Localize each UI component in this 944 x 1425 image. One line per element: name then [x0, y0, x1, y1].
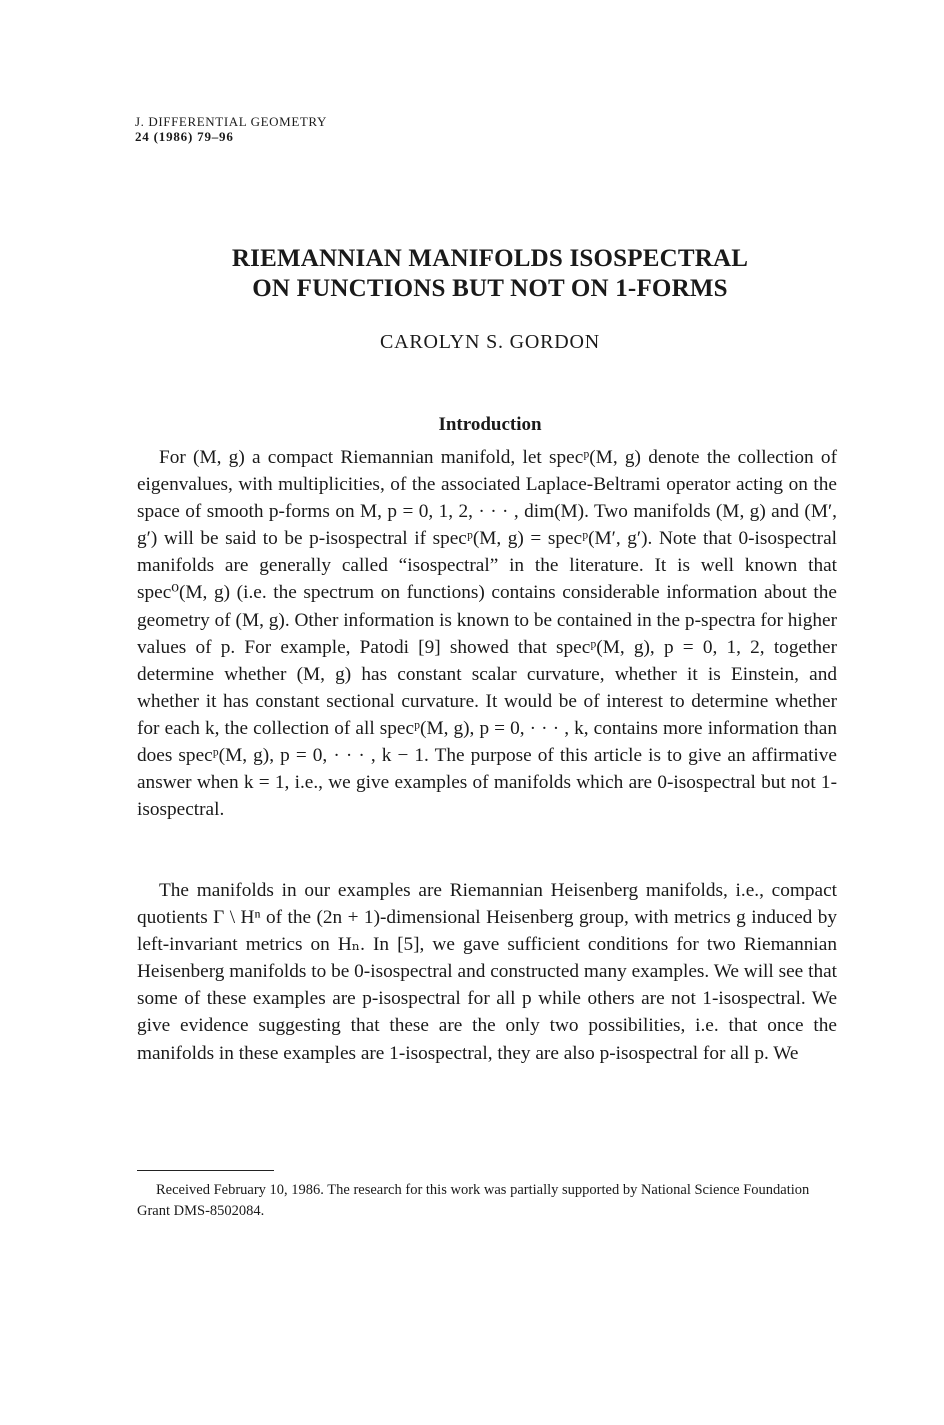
- title-line-2: ON FUNCTIONS BUT NOT ON 1-FORMS: [252, 275, 728, 302]
- intro-paragraph-1: For (M, g) a compact Riemannian manifold, let specᵖ(M, g) denote the collection of eigenvalues, with multiplicities, of the associated Laplace-Beltrami operator acting on the space of smooth p-forms on M, p = 0, 1, 2, · · · , dim(M). Two manifolds (M, g) and (M′, g′) will be said to be p-isospectral if specᵖ(M, g) = specᵖ(M′, g′). Note that 0-isospectral manifolds are generally called “isospectral” in the literature. It is well known that spec⁰(M, g) (i.e. the spectrum on functions) contains considerable information about the geometry of (M, g). Other information is known to be contained in the p-spectra for higher values of p. For example, Patodi [9] showed that specᵖ(M, g), p = 0, 1, 2, together determine whether (M, g) has constant scalar curvature, whether it is Einstein, and whether it has constant sectional curvature. It would be of interest to determine whether for each k, the collection of all specᵖ(M, g), p = 0, · · · , k, contains more information than does specᵖ(M, g), p = 0, · · · , k − 1. The purpose of this article is to give an affirmative answer when k = 1, i.e., we give examples of manifolds which are 0-isospectral but not 1-isospectral.: [137, 447, 837, 821]
- footnote-divider: [137, 1170, 274, 1171]
- intro-paragraph-2: The manifolds in our examples are Riemannian Heisenberg manifolds, i.e., compact quotients Γ \ Hⁿ of the (2n + 1)-dimensional Heisenberg group, with metrics g induced by left-invariant metrics on Hₙ. In [5], we gave sufficient conditions for two Riemannian Heisenberg manifolds to be 0-isospectral and constructed many examples. We will see that some of these examples are p-isospectral for all p while others are not 1-isospectral. We give evidence suggesting that these are the only two possibilities, i.e. that once the manifolds in these examples are 1-isospectral, they are also p-isospectral for all p. We: [137, 880, 837, 1064]
- journal-name: J. DIFFERENTIAL GEOMETRY: [135, 114, 327, 129]
- author-name: CAROLYN S. GORDON: [380, 331, 600, 353]
- paper-title: [0, 244, 944, 304]
- section-heading: Introduction: [438, 414, 542, 435]
- title-line-1: RIEMANNIAN MANIFOLDS ISOSPECTRAL: [231, 245, 749, 272]
- journal-volume: 24 (1986) 79–96: [135, 129, 234, 144]
- journal-header: [135, 114, 327, 144]
- footnote: Received February 10, 1986. The research for this work was partially supported by National Science Foundation Grant DMS-8502084.: [137, 1182, 810, 1219]
